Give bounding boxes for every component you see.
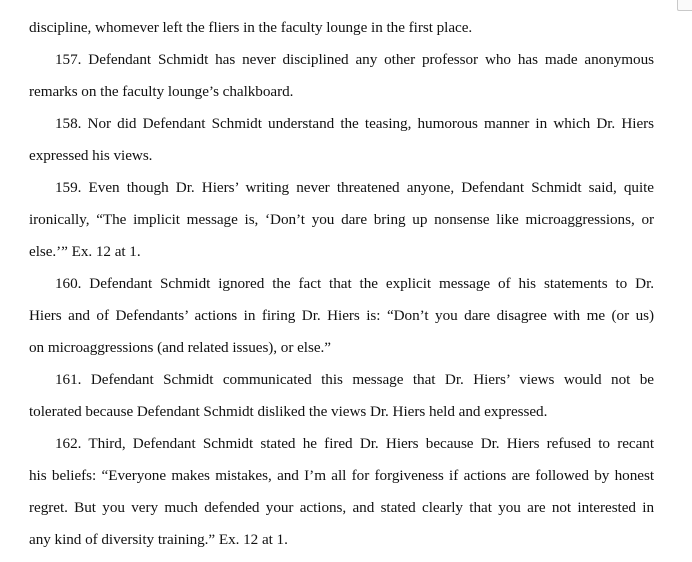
- text-line-1: discipline, whomever left the fliers in the faculty lounge in the first place.: [29, 19, 473, 36]
- paragraph-162-line-2: his beliefs: “Everyone makes mistakes, and I’m all for forgiveness if actions are followed by honest: [29, 467, 654, 484]
- paragraph-159-line-1: 159. Even though Dr. Hiers’ writing never threatened anyone, Defendant Schmidt said, quite: [55, 179, 654, 196]
- paragraph-159-line-3: else.’” Ex. 12 at 1.: [29, 243, 141, 260]
- paragraph-159-line-2: ironically, “The implicit message is, ‘Don’t you dare bring up nonsense like microaggressions, or: [29, 211, 654, 228]
- paragraph-162-line-3: regret. But you very much defended your actions, and stated clearly that you are not interested in: [29, 499, 654, 516]
- paragraph-161-line-1: 161. Defendant Schmidt communicated this message that Dr. Hiers’ views would not be: [55, 371, 654, 388]
- page-corner-shadow: [677, 0, 692, 11]
- paragraph-160-line-2: Hiers and of Defendants’ actions in firing Dr. Hiers is: “Don’t you dare disagree with me (or us): [29, 307, 654, 324]
- paragraph-160-line-3: on microaggressions (and related issues), or else.”: [29, 339, 331, 356]
- paragraph-161-line-2: tolerated because Defendant Schmidt disliked the views Dr. Hiers held and expressed.: [29, 403, 548, 420]
- paragraph-162-line-1: 162. Third, Defendant Schmidt stated he fired Dr. Hiers because Dr. Hiers refused to recant: [55, 435, 654, 452]
- paragraph-157-line-2: remarks on the faculty lounge’s chalkboard.: [29, 83, 294, 100]
- paragraph-158-line-1: 158. Nor did Defendant Schmidt understand the teasing, humorous manner in which Dr. Hiers: [55, 115, 654, 132]
- paragraph-158-line-2: expressed his views.: [29, 147, 153, 164]
- paragraph-160-line-1: 160. Defendant Schmidt ignored the fact that the explicit message of his statements to Dr.: [55, 275, 654, 292]
- paragraph-157-line-1: 157. Defendant Schmidt has never disciplined any other professor who has made anonymous: [55, 51, 654, 68]
- paragraph-162-line-4: any kind of diversity training.” Ex. 12 at 1.: [29, 531, 288, 548]
